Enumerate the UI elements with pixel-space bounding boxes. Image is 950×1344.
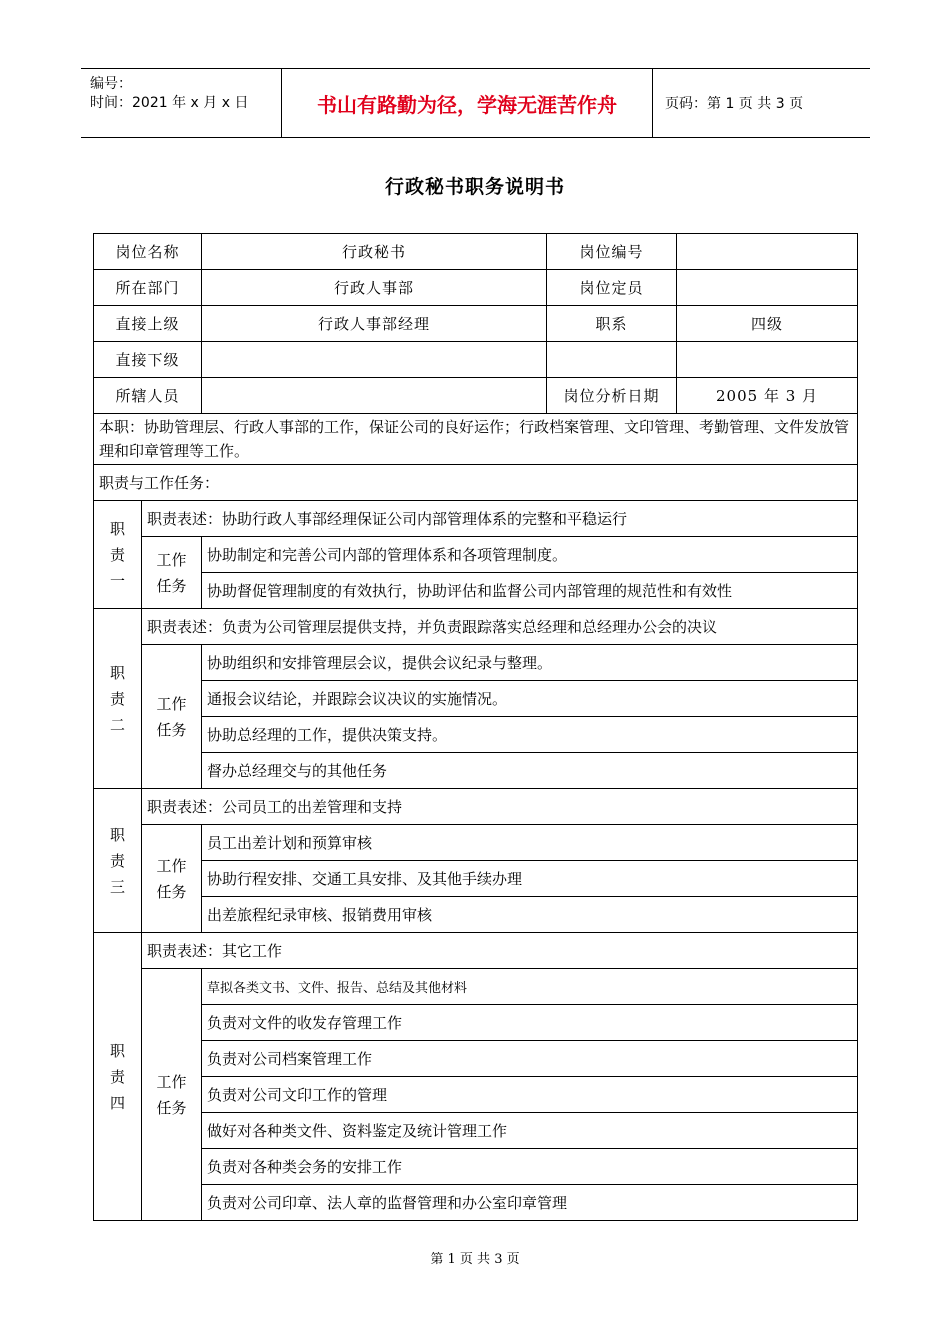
header-meta [81,69,282,137]
duty-label-char: 职 [109,1041,125,1060]
post-no-label: 岗位编号 [547,234,677,270]
page-info: 页码：第 1 页 共 3 页 [665,96,804,112]
task-label [142,645,202,789]
task-row [94,897,858,933]
task-row [94,1185,858,1221]
duty-label-char: 责 [109,1067,125,1086]
duty-label [94,789,142,933]
task-item: 员工出差计划和预算审核 [202,825,858,861]
duty-statement: 职责表述：协助行政人事部经理保证公司内部管理体系的完整和平稳运行 [142,501,858,537]
task-label-line: 任务 [156,576,187,595]
info-row [94,270,858,306]
empty-cell [677,342,858,378]
task-item: 通报会议结论，并跟踪会议决议的实施情况。 [202,681,858,717]
duties-heading-row [94,465,858,501]
duty-label-char: 责 [109,689,125,708]
task-row [94,825,858,861]
post-no-value [677,234,858,270]
job-description-table [93,233,858,1221]
task-row [94,1077,858,1113]
page-footer: 第 1 页 共 3 页 [430,1252,520,1267]
duty-label-char: 职 [109,663,125,682]
task-item: 负责对文件的收发存管理工作 [202,1005,858,1041]
task-row [94,645,858,681]
summary-row [94,414,858,465]
task-label-line: 任务 [156,1098,187,1117]
task-row [94,573,858,609]
page-header [81,68,870,138]
duty-label-char: 责 [109,545,125,564]
task-item: 做好对各种类文件、资料鉴定及统计管理工作 [202,1113,858,1149]
task-row [94,1113,858,1149]
duty-statement: 职责表述：其它工作 [142,933,858,969]
task-label-line: 任务 [156,720,187,739]
duty-statement-row [94,501,858,537]
post-name-label: 岗位名称 [94,234,202,270]
task-item: 督办总经理交与的其他任务 [202,753,858,789]
time-label: 时间：2021 年 x 月 x 日 [90,95,249,111]
duty-label-char: 责 [109,851,125,870]
task-row [94,537,858,573]
task-label-line: 任务 [156,882,187,901]
task-label [142,825,202,933]
task-item: 协助督促管理制度的有效执行，协助评估和监督公司内部管理的规范性和有效性 [202,573,858,609]
duty-label [94,501,142,609]
subordinate-value [202,342,547,378]
document-title: 行政秘书职务说明书 [384,176,565,198]
duty-label-char: 二 [109,715,125,734]
date-value: 2005 年 3 月 [677,378,858,414]
task-item: 协助制定和完善公司内部的管理体系和各项管理制度。 [202,537,858,573]
task-row [94,681,858,717]
duty-label [94,933,142,1221]
staff-label: 所辖人员 [94,378,202,414]
task-row [94,861,858,897]
duties-heading: 职责与工作任务： [94,465,858,501]
series-label: 职系 [547,306,677,342]
task-label [142,969,202,1221]
task-item: 协助组织和安排管理层会议，提供会议纪录与整理。 [202,645,858,681]
empty-cell [547,342,677,378]
series-value: 四级 [677,306,858,342]
task-item: 负责对公司档案管理工作 [202,1041,858,1077]
duty-statement: 职责表述：负责为公司管理层提供支持，并负责跟踪落实总经理和总经理办公会的决议 [142,609,858,645]
task-row [94,717,858,753]
duty-label-char: 职 [109,519,125,538]
dept-label: 所在部门 [94,270,202,306]
duty-label-char: 职 [109,825,125,844]
duty-label-char: 一 [109,571,125,590]
task-item: 协助行程安排、交通工具安排、及其他手续办理 [202,861,858,897]
duty-label-char: 三 [109,877,125,896]
date-label: 岗位分析日期 [547,378,677,414]
staff-value [202,378,547,414]
subordinate-label: 直接下级 [94,342,202,378]
task-item: 负责对各种类会务的安排工作 [202,1149,858,1185]
task-row [94,1041,858,1077]
task-label-line: 工作 [156,694,187,713]
post-name-value: 行政秘书 [202,234,547,270]
task-label-line: 工作 [156,1072,187,1091]
info-row [94,378,858,414]
task-item: 出差旅程纪录审核、报销费用审核 [202,897,858,933]
job-summary: 本职：协助管理层、行政人事部的工作，保证公司的良好运作；行政档案管理、文印管理、考勤管理、文件发放管理和印章管理等工作。 [94,414,858,465]
motto: 书山有路勤为径，学海无涯苦作舟 [282,69,653,137]
task-row [94,1149,858,1185]
task-item: 负责对公司文印工作的管理 [202,1077,858,1113]
number-label: 编号： [90,76,132,92]
quota-label: 岗位定员 [547,270,677,306]
dept-value: 行政人事部 [202,270,547,306]
quota-value [677,270,858,306]
duty-statement-row [94,933,858,969]
duties-body [94,501,858,1221]
task-label-line: 工作 [156,856,187,875]
duty-statement: 职责表述：公司员工的出差管理和支持 [142,789,858,825]
superior-label: 直接上级 [94,306,202,342]
task-row [94,1005,858,1041]
duty-label [94,609,142,789]
info-row [94,342,858,378]
task-label-line: 工作 [156,550,187,569]
task-item: 协助总经理的工作，提供决策支持。 [202,717,858,753]
duty-statement-row [94,609,858,645]
duty-statement-row [94,789,858,825]
info-row [94,234,858,270]
superior-value: 行政人事部经理 [202,306,547,342]
info-row [94,306,858,342]
task-item: 草拟各类文书、文件、报告、总结及其他材料 [202,969,858,1005]
task-row [94,753,858,789]
task-item: 负责对公司印章、法人章的监督管理和办公室印章管理 [202,1185,858,1221]
task-row [94,969,858,1005]
task-label [142,537,202,609]
duty-label-char: 四 [109,1093,125,1112]
